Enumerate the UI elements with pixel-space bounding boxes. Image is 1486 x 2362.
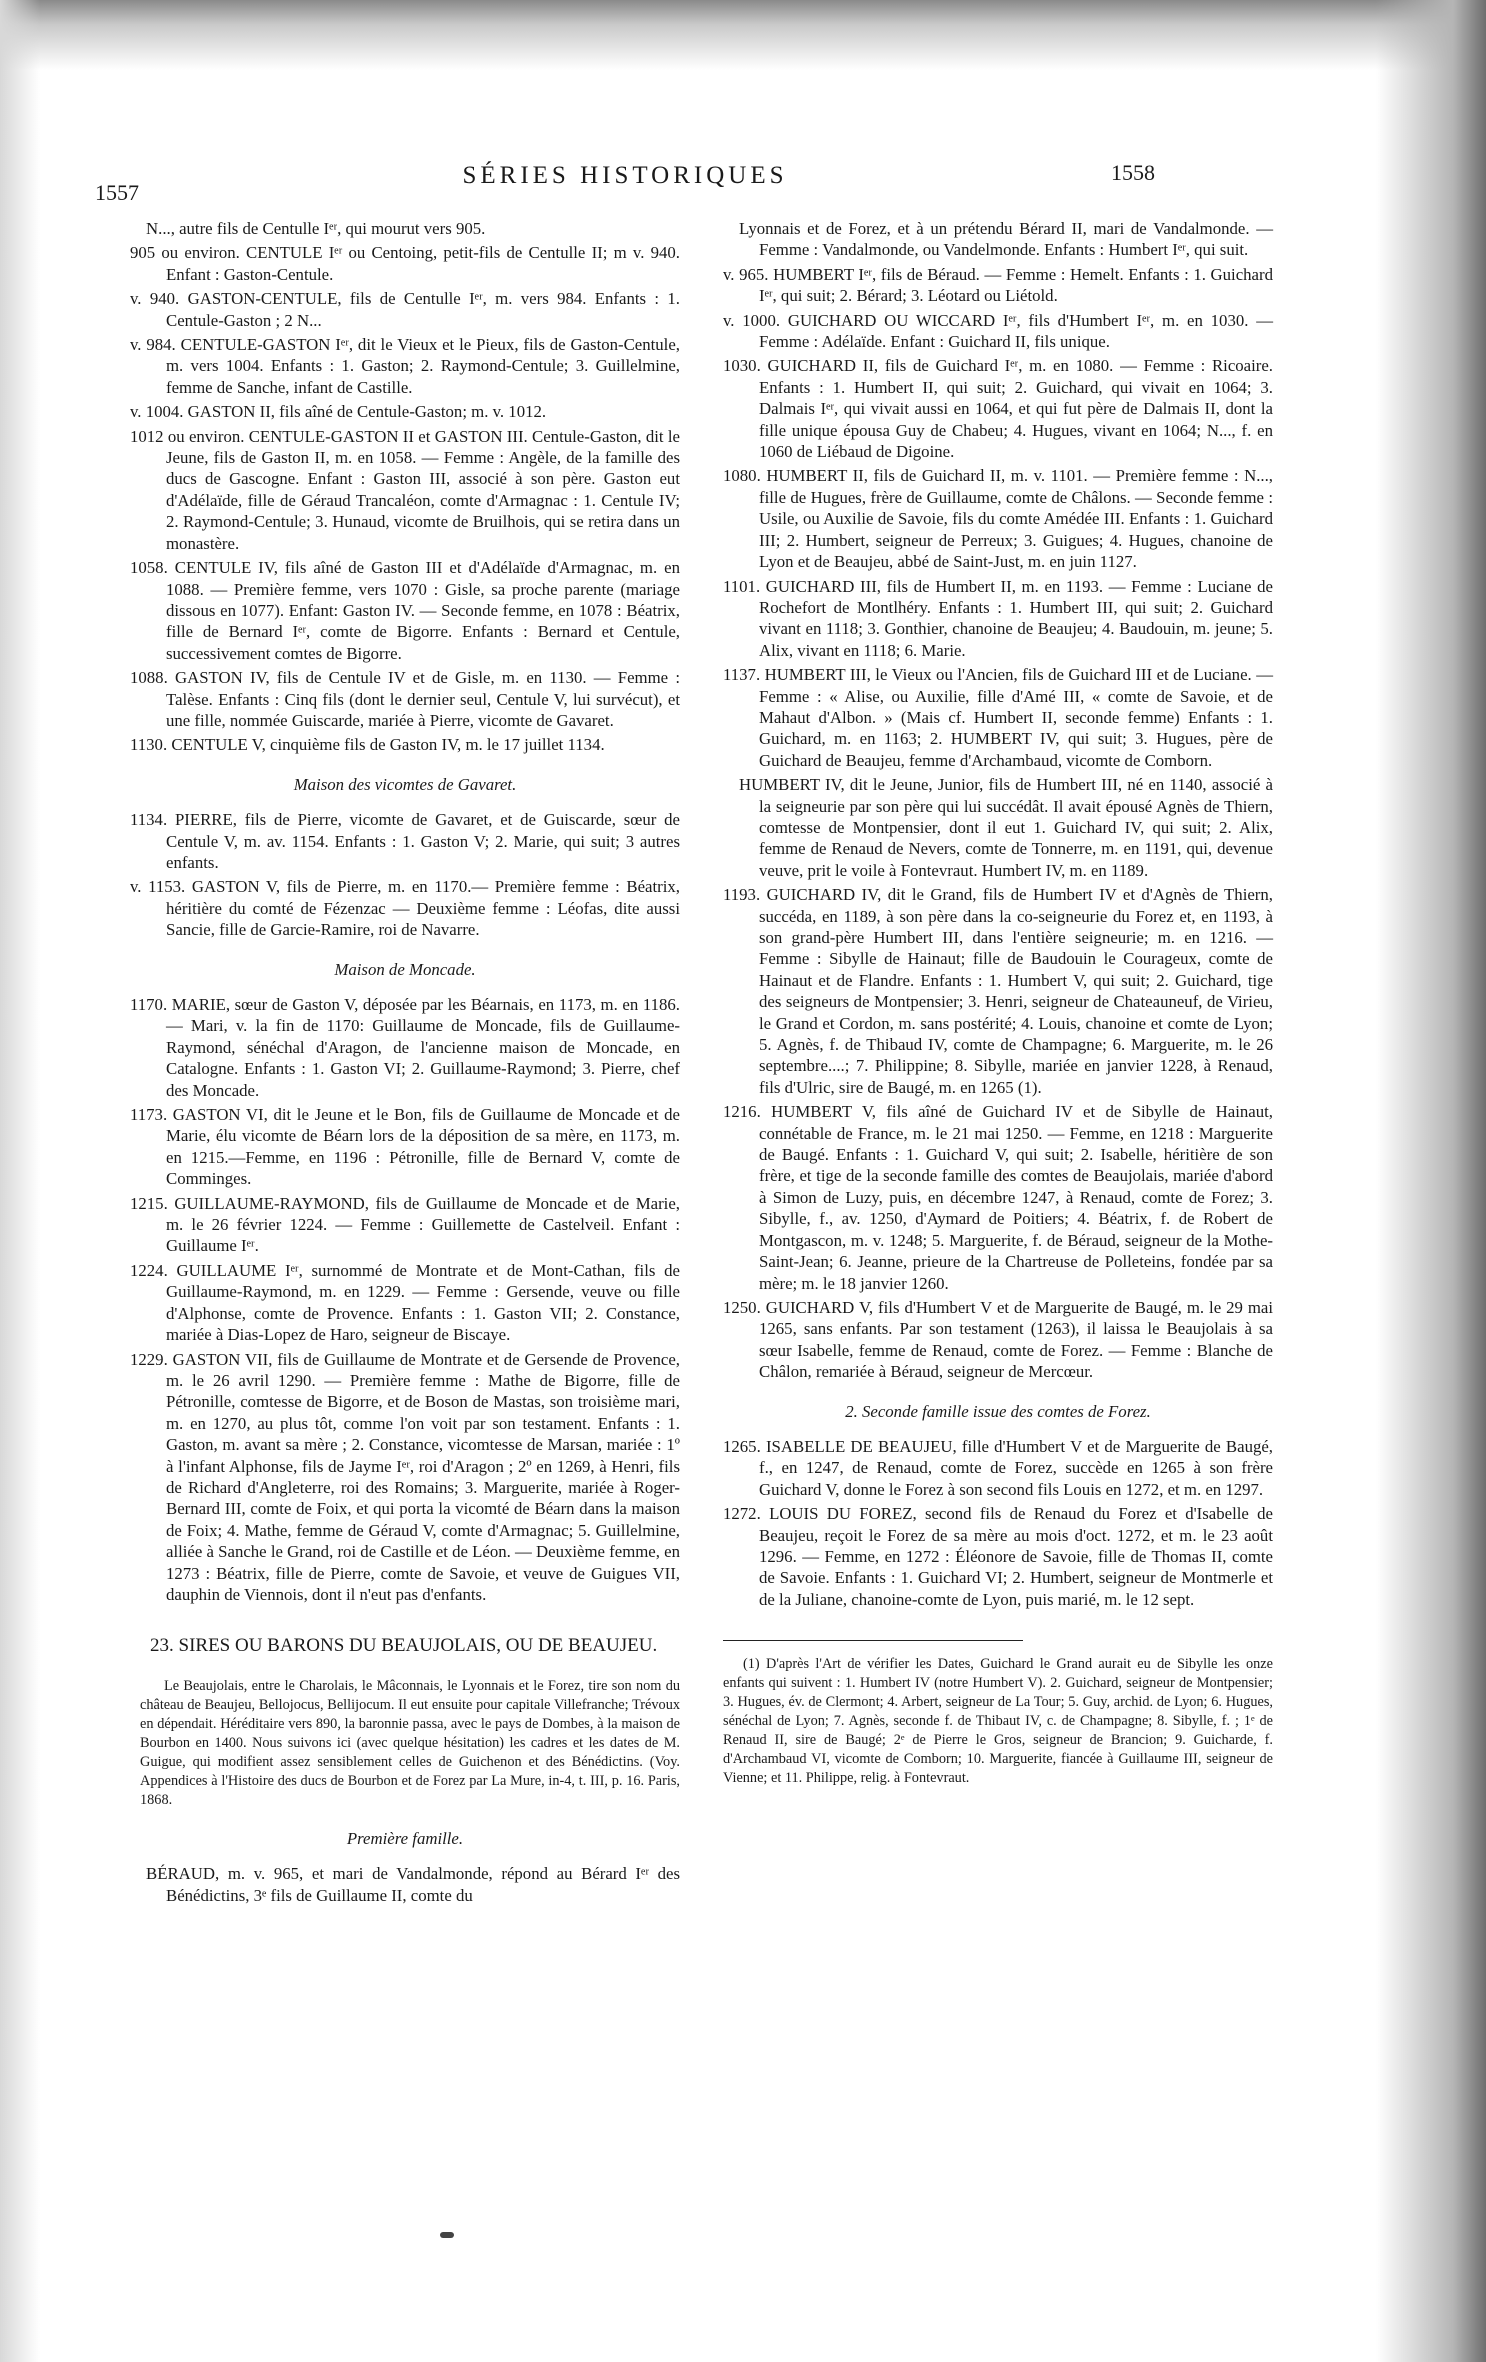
entry-year: 1030.: [723, 356, 761, 376]
entry-text: HUMBERT II, fils de Guichard II, m. v. 1101. — Première femme : N..., fille de Hugues, frère de Guillaume, comte de Châlons. — Seconde femme : Usile, ou Auxilie de Savoie, fils du comte Amédée III. Enfants : 1. Guichard III; 2. Humbert, seigneur de Perreux; 3. Guigues; 4. Hugues, chanoine de Lyon et de Beaujeu, abbé de Saint-Just, m. en juin 1127.: [759, 466, 1273, 572]
genealogy-entry: [130, 994, 680, 1101]
entry-text: GASTON V, fils de Pierre, m. en 1170.— Première femme : Béatrix, héritière du comté de Fézenzac — Deuxième femme : Léofas, dite aussi Sancie, fille de Garcie-Ramire, roi de Navarre.: [166, 877, 680, 940]
entry-year: v. 940.: [130, 289, 180, 309]
entry-year: 1229.: [130, 1349, 168, 1369]
genealogy-entry: [130, 734, 680, 755]
entry-text: LOUIS DU FOREZ, second fils de Renaud du Forez et d'Isabelle de Beaujeu, reçoit le Forez de sa mère au mois d'oct. 1272, et m. le 23 août 1296. — Femme, en 1272 : Éléonore de Savoie, fille de Thomas II, comte de Savoie. Enfants : 1. Guichard VI; 2. Humbert, seigneur de Montmerle et de la Juliane, chanoine-comte de Lyon, puis marié, m. le 12 sept.: [759, 1504, 1273, 1609]
entry-text: CENTULE V, cinquième fils de Gaston IV, m. le 17 juillet 1134.: [171, 735, 605, 755]
genealogy-entry: [723, 1503, 1273, 1610]
scan-shadow-left: [0, 0, 40, 2362]
ink-mark: [440, 2232, 454, 2238]
page-number-right: 1558: [1111, 160, 1155, 185]
genealogy-entry: [130, 401, 680, 422]
footnote: (1) D'après l'Art de vérifier les Dates, Guichard le Grand aurait eu de Sibylle les onze enfants qui suivent : 1. Humbert IV (notre Humbert V). 2. Guichard, seigneur de Montpensier; 3. Hugues, év. de Clermont; 4. Arbert, seigneur de La Tour; 5. Guy, archid. de Lyon; 6. Hugues, sénéchal de Lyon; 7. Agnès, seconde f. de Thibaut IV, c. de Champagne; 8. Sibylle, f. ; 1ᵉ de Renaud II, sire de Baugé; 2ᵉ de Pierre le Gros, seigneur de Brancion; 9. Guicharde, f. d'Archambaud VI, vicomte de Comborn; 10. Marguerite, fiancée à Guillaume III, seigneur de Vienne; et 11. Philippe, relig. à Fontevraut.: [723, 1656, 1273, 1787]
entry-year: 1170.: [130, 995, 168, 1014]
entry-text: HUMBERT III, le Vieux ou l'Ancien, fils de Guichard III et de Luciane. — Femme : « Alise, ou Auxilie, fille d'Amé III, « comte de Savoie, et de Mahaut d'Albon. » (Mais cf. Humbert II, seconde femme) Enfants : 1. Guichard, m. en 1163; 2. HUMBERT IV, qui suit; 3. Hugues, père de Guichard de Beaujeu, femme d'Archambaud, vicomte de Comborn.: [759, 665, 1273, 770]
entry-year: v. 965.: [723, 264, 769, 284]
genealogy-entry: [130, 557, 680, 664]
entry-year: 1088.: [130, 668, 168, 688]
genealogy-entry: [130, 1260, 680, 1346]
entry-text: GASTON II, fils aîné de Centule-Gaston; m. v. 1012.: [187, 402, 547, 422]
page-number-left: 1557: [95, 180, 139, 205]
entry-year: 1130.: [130, 735, 168, 755]
entry-year: 1265.: [723, 1436, 761, 1456]
genealogy-entry: [130, 1104, 680, 1190]
right-entries-2: [723, 884, 1273, 1382]
entry-text: GASTON VII, fils de Guillaume de Montrate et de Gersende de Provence, m. le 26 avril 1290. — Première femme : Mathe de Bigorre, fille de Pétronille, comtesse de Bigorre, et de Boson de Mastas, son troisième mari, m. en 1270, au plus tôt, comme l'on voit par son testament. Enfants : 1. Gaston, m. avant sa mère ; 2. Constance, vicomtesse de Marsan, mariée : 1º à l'infant Alphonse, fils de Jayme Iᵉʳ, roi d'Aragon ; 2º en 1269, à Henri, fils de Richard d'Angleterre, roi des Romains; 3. Marguerite, mariée à Roger-Bernard III, comte de Foix, et qui porta la vicomté de Béarn dans la maison de Foix; 4. Mathe, femme de Géraud V, comte d'Armagnac; 5. Guillelmine, alliée à Sanche le Grand, roi de Castille et de Léon. — Deuxième femme, en 1273 : Béatrix, fille de Pierre, comte de Savoie, et veuve de Guigues VII, dauphin de Viennois, dont il n'eut pas d'enfants.: [166, 1349, 680, 1604]
entry-year: 1134.: [130, 810, 168, 830]
genealogy-entry: [130, 288, 680, 331]
genealogy-entry: [723, 264, 1273, 307]
entry-text: GUICHARD V, fils d'Humbert V et de Marguerite de Baugé, m. le 29 mai 1265, sans enfants. Par son testament (1263), il laissa le Beaujolais à sa sœur Isabelle, femme de Renaud, comte de Forez. — Femme : Blanche de Châlon, remariée à Béraud, seigneur de Mercœur.: [759, 1297, 1273, 1382]
entry-text: GASTON IV, fils de Centule IV et de Gisle, m. en 1130. — Femme : Talèse. Enfants : Cinq fils (dont le dernier seul, Centule V, lui survécut), et une fille, nommée Guiscarde, mariée à Pierre, vicomte de Gavaret.: [166, 668, 680, 730]
continuation-text: Lyonnais et de Forez, et à un prétendu Bérard II, mari de Vandalmonde. — Femme : Vandalmonde, ou Vandelmonde. Enfants : Humbert Iᵉʳ, qui suit.: [739, 219, 1273, 260]
genealogy-entry: [723, 576, 1273, 662]
genealogy-entry: [130, 876, 680, 940]
genealogy-entry: [723, 1297, 1273, 1383]
entry-year: 1137.: [723, 665, 761, 685]
entry-year: 1173.: [130, 1105, 168, 1125]
entry-text: GUICHARD OU WICCARD Iᵉʳ, fils d'Humbert Iᵉʳ, m. en 1030. — Femme : Adélaïde. Enfant : Guichard II, fils unique.: [759, 310, 1273, 352]
scan-shadow-top: [0, 0, 1486, 70]
entry-text: GUILLAUME Iᵉʳ, surnommé de Montrate et de Mont-Cathan, fils de Guillaume-Raymond, m. en 1229. — Femme : Gersende, veuve ou fille d'Alphonse, comte de Provence. Enfants : 1. Gaston VII; 2. Constance, mariée à Dias-Lopez de Haro, seigneur de Biscaye.: [166, 1260, 680, 1345]
entry-year: 1272.: [723, 1504, 761, 1524]
scan-shadow-right: [1376, 0, 1486, 2362]
entry-text: HUMBERT V, fils aîné de Guichard IV et de Sibylle de Hainaut, connétable de France, m. le 21 mai 1250. — Femme, en 1218 : Marguerite de Baugé. Enfants : 1. Guichard V, qui suit; 2. Isabelle, héritière de son frère, et tige de la seconde famille des comtes de Beaujolais, mariée d'abord à Simon de Luzy, puis, en décembre 1247, à Renaud, comte de Forez; 3. Sibylle, f., av. 1250, d'Aymard de Poitiers; 4. Béatrix, f. de Robert de Montgascon, m. v. 1248; 5. Marguerite, f. de Béraud, seigneur de la Mothe-Saint-Jean; 6. Jeanne, prieure de la Chartreuse de Polleteins, fondée par sa mère; m. le 18 janvier 1260.: [759, 1102, 1273, 1293]
subhead-moncade: Maison de Moncade.: [334, 959, 476, 979]
entry-year: v. 1153.: [130, 877, 186, 897]
entry-beraud: BÉRAUD, m. v. 965, et mari de Vandalmonde, répond au Bérard Iᵉʳ des Bénédictins, 3ᵉ fils de Guillaume II, comte du: [146, 1864, 680, 1905]
genealogy-entry: [130, 426, 680, 554]
genealogy-entry: [130, 809, 680, 873]
entry-text: ou environ. CENTULE-GASTON II et GASTON III. Centule-Gaston, dit le Jeune, fils de Gaston II, m. en 1058. — Femme : Angèle, de la famille des ducs de Gascogne. Enfant : Gaston III, associé à son père. Gaston eut d'Adélaïde, fille de Géraud Trancaléon, comte d'Armagnac : 1. Centule IV; 2. Raymond-Centule; 3. Hunaud, vicomte de Bruilhois, qui se retira dans un monastère.: [166, 426, 680, 553]
entry-text: GUICHARD II, fils de Guichard Iᵉʳ, m. en 1080. — Femme : Ricoaire. Enfants : 1. Humbert II, qui suit; 2. Guichard, qui vivait en 1064; 3. Dalmais Iᵉʳ, qui vivait aussi en 1064, et qui fut père de Dalmais II, dont la fille unique épousa Guy de Chabeu; 4. Hugues, vivant en 1064; N..., f. en 1060 de Liébaud de Digoine.: [759, 356, 1273, 462]
genealogy-entry: [723, 884, 1273, 1098]
left-entries-1: [130, 218, 680, 756]
entry-year: 1224.: [130, 1260, 168, 1280]
entry-text: GUICHARD IV, dit le Grand, fils de Humbert IV et d'Agnès de Thiern, succéda, en 1189, à son père dans la co-seigneurie du Forez et, en 1193, à son grand-père Humbert III, dans l'entière seigneurie; m. en 1216. — Femme : Sibylle de Hainaut; fille de Baudouin le Courageux, comte de Hainaut et de Flandre. Enfants : 1. Humbert V, qui suit; 2. Guichard, tige des seigneurs de Montpensier; 3. Henri, seigneur de Chateauneuf, de Virieu, le Grand et Cordon, m. sans postérité; 4. Louis, chanoine et comte de Lyon; 5. Agnès, f. de Thibaud IV, comte de Champagne; 6. Marguerite, m. le 26 septembre....; 7. Philippine; 8. Sibylle, mariée en janvier 1228, à Renaud, fils d'Ulric, sire de Baugé, m. en 1265 (1).: [759, 885, 1273, 1097]
right-entries-1: [723, 264, 1273, 771]
running-title: SÉRIES HISTORIQUES: [462, 162, 788, 189]
section-number: 23.: [150, 1635, 174, 1657]
genealogy-entry: [130, 1349, 680, 1606]
page-header: [95, 150, 1155, 205]
entry-text: MARIE, sœur de Gaston V, déposée par les Béarnais, en 1173, m. en 1186. — Mari, v. la fin de 1170: Guillaume de Moncade, fils de Guillaume-Raymond, sénéchal d'Aragon, de l'ancienne maison de Moncade, en Catalogne. Enfants : 1. Gaston VI; 2. Guillaume-Raymond; 3. Pierre, chef des Moncade.: [166, 995, 680, 1100]
entry-year: v. 1000.: [723, 310, 781, 330]
entry-text: HUMBERT Iᵉʳ, fils de Béraud. — Femme : Hemelt. Enfants : 1. Guichard Iᵉʳ, qui suit; 2. Bérard; 3. Léotard ou Liétold.: [759, 264, 1273, 306]
genealogy-entry: [723, 465, 1273, 572]
genealogy-entry: [130, 334, 680, 398]
footnote-separator: [723, 1640, 1023, 1641]
right-entries-3: [723, 1436, 1273, 1610]
subhead-premiere-famille: Première famille.: [346, 1828, 464, 1848]
genealogy-entry: [723, 664, 1273, 771]
entry-year: 1216.: [723, 1102, 761, 1122]
entry-text: GASTON-CENTULE, fils de Centulle Iᵉʳ, m. vers 984. Enfants : 1. Centule-Gaston ; 2 N...: [166, 289, 680, 330]
genealogy-entry: [723, 310, 1273, 353]
entry-year: 1080.: [723, 466, 761, 486]
entry-year: 1250.: [723, 1297, 761, 1317]
section-title: [130, 1635, 680, 1656]
entry-line: N..., autre fils de Centulle Iᵉʳ, qui mourut vers 905.: [146, 219, 486, 238]
entry-year: 1101.: [723, 576, 761, 596]
section-title-text: SIRES OU BARONS DU BEAUJOLAIS, OU DE BEAUJEU.: [178, 1635, 658, 1657]
entry-year: 905: [130, 243, 156, 263]
genealogy-entry: [723, 1436, 1273, 1500]
genealogy-entry: [130, 242, 680, 285]
entry-text: PIERRE, fils de Pierre, vicomte de Gavaret, et de Guiscarde, sœur de Centule V, m. av. 1154. Enfants : 1. Gaston V; 2. Marie, qui suit; 3 autres enfants.: [166, 810, 680, 872]
entry-year: 1193.: [723, 885, 761, 905]
left-column: [130, 218, 680, 1909]
subhead-gavaret: Maison des vicomtes de Gavaret.: [293, 774, 517, 794]
entry-year: 1012: [130, 426, 164, 446]
left-entries-2: [130, 809, 680, 940]
subhead-seconde-famille: 2. Seconde famille issue des comtes de Forez.: [845, 1401, 1151, 1421]
entry-text: GUILLAUME-RAYMOND, fils de Guillaume de Moncade et de Marie, m. le 26 février 1224. — Femme : Guillemette de Castelveil. Enfant : Guillaume Iᵉʳ.: [166, 1193, 680, 1256]
genealogy-entry: [130, 667, 680, 731]
entry-year: v. 984.: [130, 335, 176, 355]
entry-year: v. 1004.: [130, 402, 184, 422]
genealogy-entry: [723, 355, 1273, 462]
entry-humbert-iv: HUMBERT IV, dit le Jeune, Junior, fils de Humbert III, né en 1140, associé à la seigneurie par son père qui lui succédât. Il avait épousé Agnès de Thiern, comtesse de Montpensier, dont il eut 1. Guichard IV, qui suit; 2. Alix, femme de Renaud de Nevers, comte de Tonnerre, m. en 1191, qui, devenue veuve, prit le voile à Fontevraut. Humbert IV, m. en 1189.: [739, 775, 1273, 880]
entry-text: GASTON VI, dit le Jeune et le Bon, fils de Guillaume de Moncade et de Marie, élu vicomte de Béarn lors de la déposition de sa mère, en 1173, m. en 1215.—Femme, en 1196 : Pétronille, fille de Bernard V, comte de Comminges.: [166, 1105, 680, 1189]
left-entries-3: [130, 994, 680, 1605]
entry-text: ISABELLE DE BEAUJEU, fille d'Humbert V et de Marguerite de Baugé, f., en 1247, de Renaud, comte de Forez, succède en 1265 à son frère Guichard V, donne le Forez à son second fils Louis en 1272, et m. en 1297.: [759, 1436, 1273, 1499]
entry-text: CENTULE IV, fils aîné de Gaston III et d'Adélaïde d'Armagnac, m. en 1088. — Première femme, vers 1070 : Gisle, sa proche parente (mariage dissous en 1077). Enfant: Gaston IV. — Seconde femme, en 1078 : Béatrix, fille de Bernard Iᵉʳ, comte de Bigorre. Enfants : Bernard et Centule, successivement comtes de Bigorre.: [166, 558, 680, 663]
genealogy-entry: [130, 1193, 680, 1257]
genealogy-entry: [723, 1101, 1273, 1294]
entry-text: GUICHARD III, fils de Humbert II, m. en 1193. — Femme : Luciane de Rochefort de Montlhéry. Enfants : 1. Humbert III, qui suit; 2. Guichard vivant en 1118; 3. Gonthier, chanoine de Beaujeu; 4. Baudouin, m. jeune; 5. Alix, vivant en 1118; 6. Marie.: [759, 576, 1273, 660]
right-column: [723, 218, 1273, 1803]
entry-year: 1215.: [130, 1193, 168, 1213]
entry-text: ou environ. CENTULE Iᵉʳ ou Centoing, petit-fils de Centulle II; m v. 940. Enfant : Gaston-Centule.: [161, 243, 680, 284]
section-intro: Le Beaujolais, entre le Charolais, le Mâconnais, le Lyonnais et le Forez, tire son nom du château de Beaujeu, Bellojocus, Bellijocum. Il eut ensuite pour capitale Villefranche; Trévoux en dépendait. Héréditaire vers 890, la baronnie passa, avec le pays de Dombes, à la maison de Bourbon en 1400. Nous suivons ici (avec quelque hésitation) les cadres et les dates de M. Guigue, qui modifient assez sensiblement celles de Guichenon et des Bénédictins. (Voy. Appendices à l'Histoire des ducs de Bourbon et de Forez par La Mure, in-4, t. III, p. 16. Paris, 1868.: [140, 1677, 680, 1808]
entry-year: 1058.: [130, 558, 168, 578]
entry-text: CENTULE-GASTON Iᵉʳ, dit le Vieux et le Pieux, fils de Gaston-Centule, m. vers 1004. Enfants : 1. Gaston; 2. Raymond-Centule; 3. Guillelmine, femme de Sanche, infant de Castille.: [166, 335, 680, 397]
